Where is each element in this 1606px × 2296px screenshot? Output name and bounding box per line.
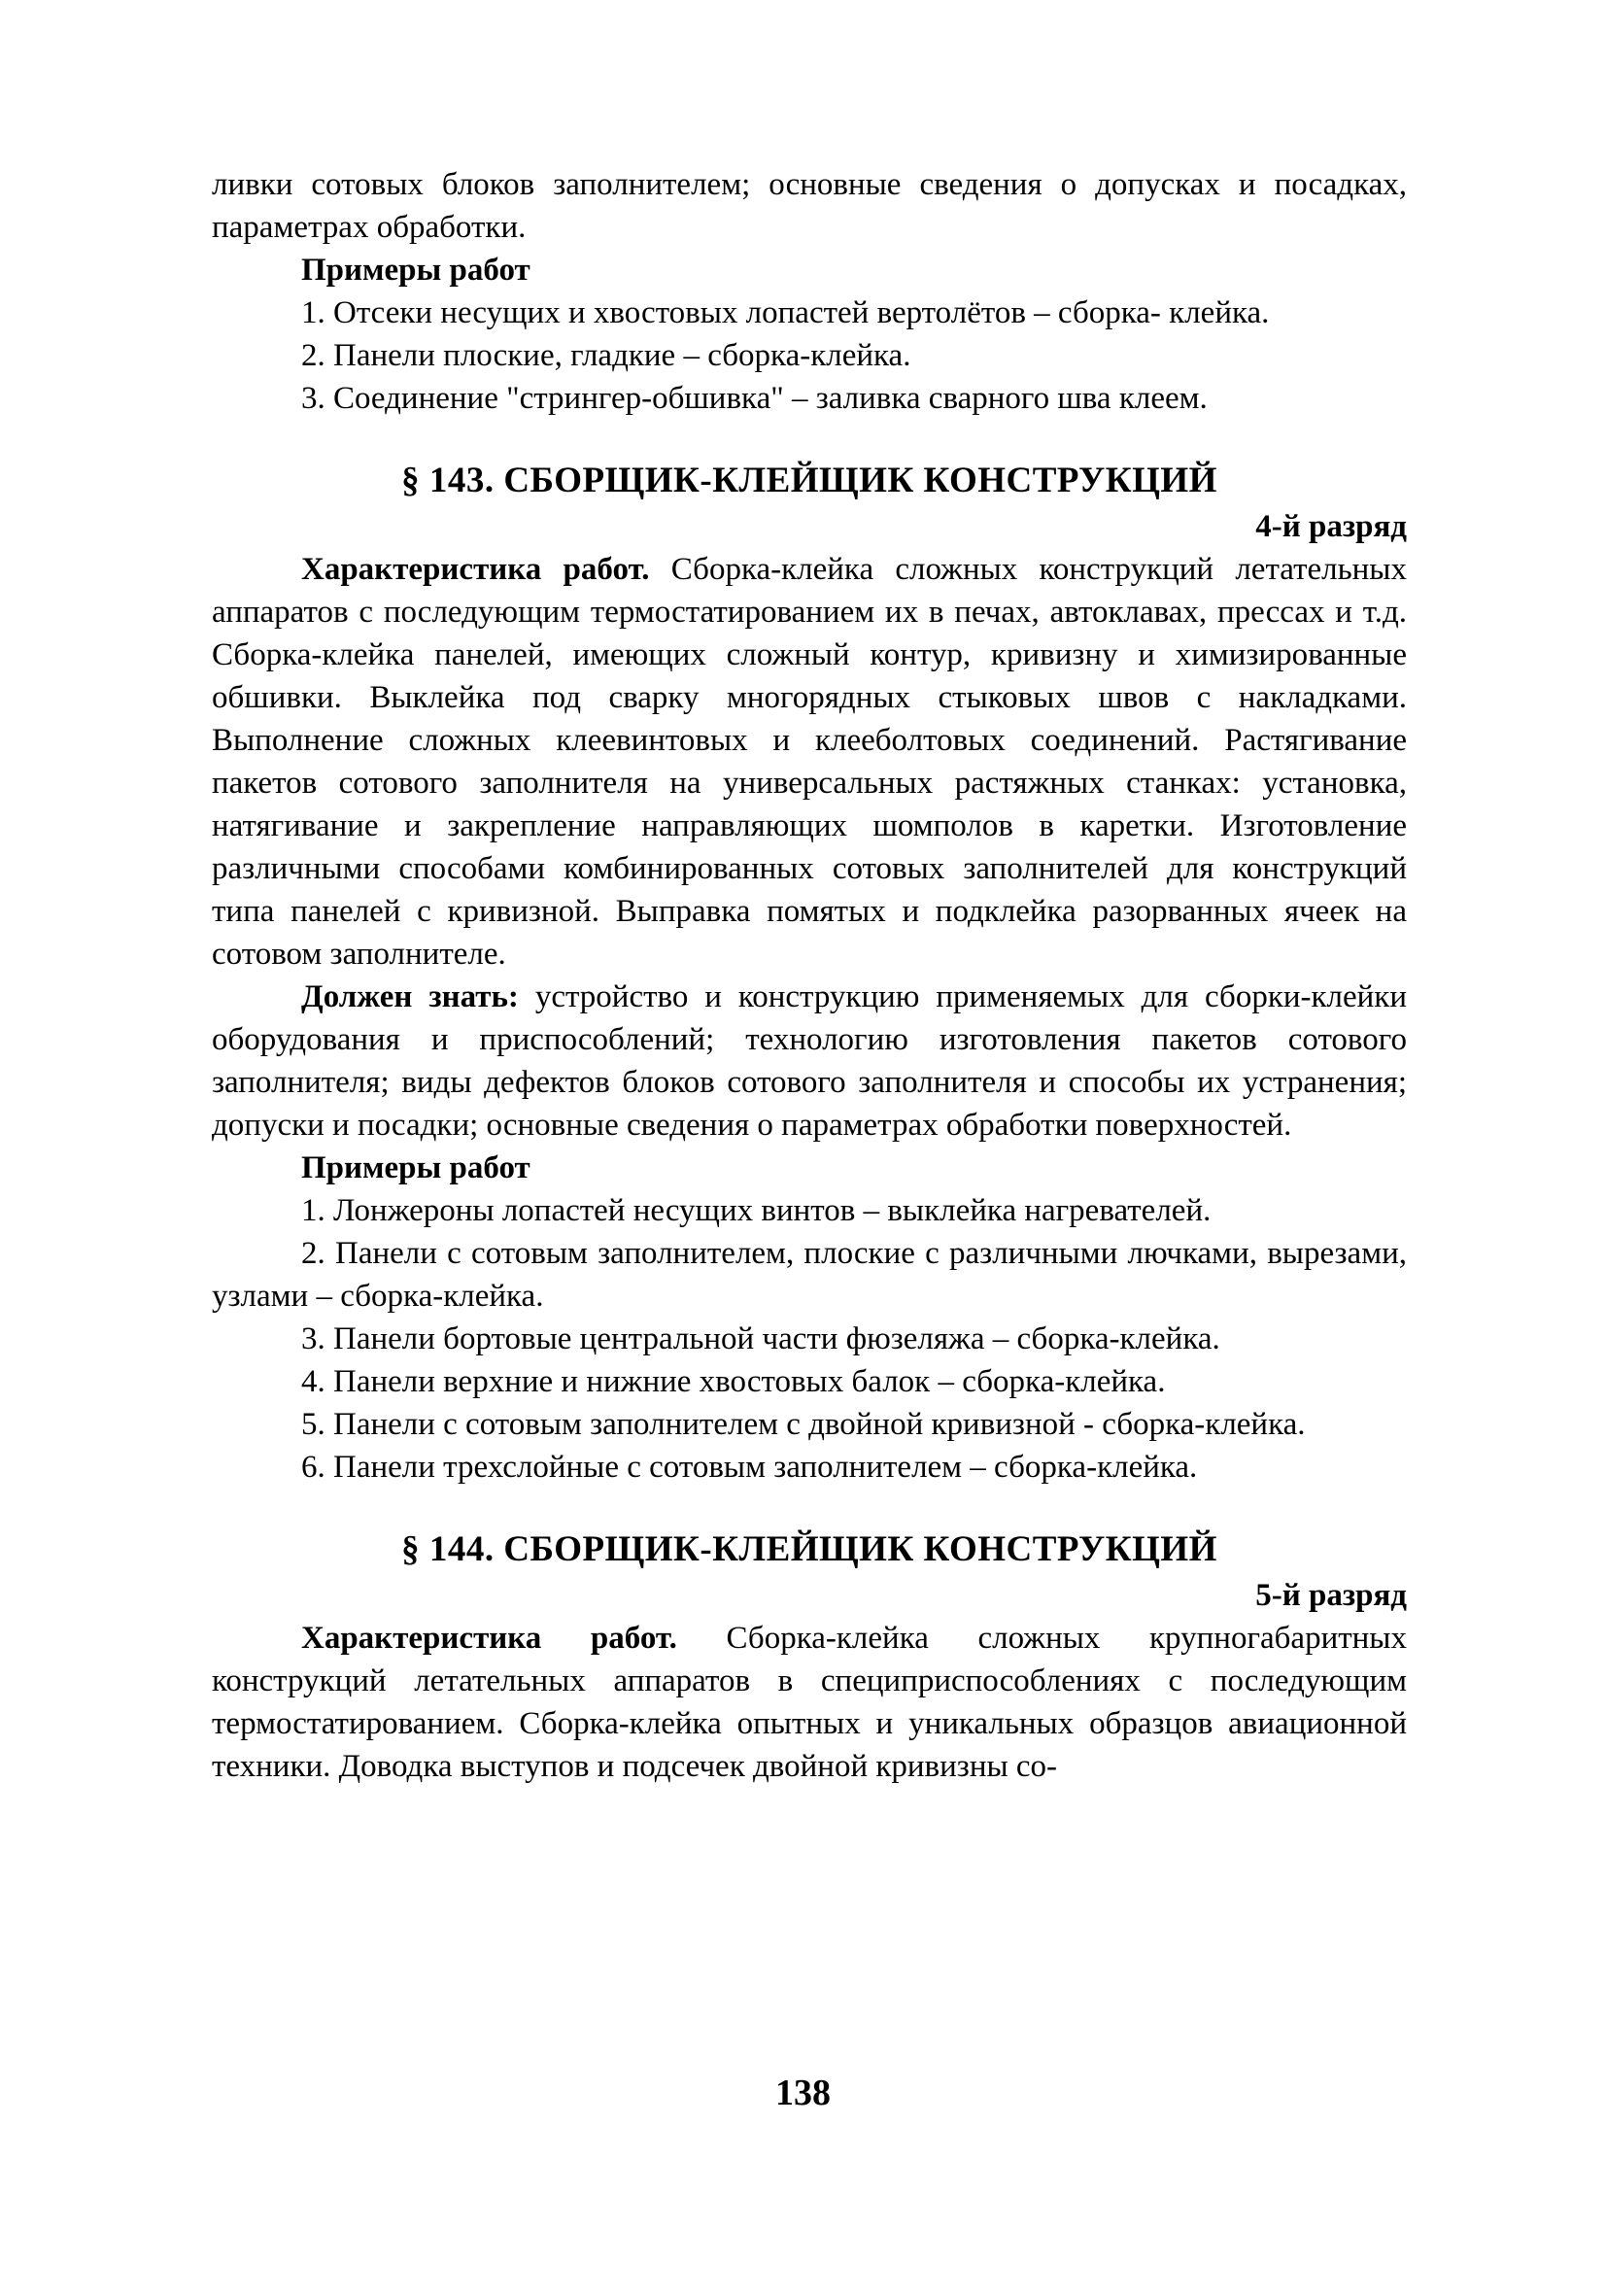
example-item: 2. Панели плоские, гладкие – сборка-клейка. <box>301 338 911 373</box>
characteristics-text: Сборка-клейка сложных крупногабаритных конструкций летательных аппаратов в специприспособлениях с последующим термостатированием. Сборка-клейка опытных и уникальных образцов авиационной техники. Доводка выступов и подсечек двойной кривизны со- <box>212 1621 1407 1784</box>
example-item: 2. Панели с сотовым заполнителем, плоские с различными лючками, вырезами, узлами – сборка-клейка. <box>212 1236 1407 1314</box>
example-item: 6. Панели трехслойные с сотовым заполнителем – сборка-клейка. <box>301 1450 1198 1485</box>
characteristics-label: Характеристика работ. <box>301 552 650 587</box>
example-item: 3. Соединение "стрингер-обшивка" – заливка сварного шва клеем. <box>301 381 1208 416</box>
section-title: § 144. СБОРЩИК-КЛЕЙЩИК КОНСТРУКЦИЙ <box>401 1529 1217 1569</box>
characteristics-paragraph <box>212 1617 1407 1788</box>
rank-label: 5-й разряд <box>1255 1578 1407 1613</box>
continued-paragraph: ливки сотовых блоков заполнителем; основные сведения о допусках и посадках, параметрах обработки. <box>212 167 1407 245</box>
characteristics-label: Характеристика работ. <box>301 1621 677 1656</box>
section-title: § 143. СБОРЩИК-КЛЕЙЩИК КОНСТРУКЦИЙ <box>401 461 1217 500</box>
example-item: 3. Панели бортовые центральной части фюзеляжа – сборка-клейка. <box>301 1321 1220 1356</box>
example-item: 4. Панели верхние и нижние хвостовых балок – сборка-клейка. <box>301 1364 1166 1399</box>
example-item: 1. Лонжероны лопастей несущих винтов – выклейка нагревателей. <box>301 1193 1212 1228</box>
knowledge-label: Должен знать: <box>301 979 519 1014</box>
example-item: 1. Отсеки несущих и хвостовых лопастей вертолётов – сборка- клейка. <box>301 295 1270 330</box>
page-number: 138 <box>775 2073 831 2113</box>
example-item: 5. Панели с сотовым заполнителем с двойной кривизной - сборка-клейка. <box>301 1407 1306 1442</box>
characteristics-paragraph <box>212 548 1407 976</box>
text-column <box>212 163 1407 1788</box>
examples-heading: Примеры работ <box>301 1150 530 1185</box>
characteristics-text: Сборка-клейка сложных конструкций летательных аппаратов с последующим термостатированием их в печах, автоклавах, прессах и т.д. Сборка-клейка панелей, имеющих сложный контур, кривизну и химизированные обшивки. Выклейка под сварку многорядных стыковых швов с накладками. Выполнение сложных клеевинтовых и клееболтовых соединений. Растягивание пакетов сотового заполнителя на универсальных растяжных станках: установка, натягивание и закрепление направляющих шомполов в каретки. Изготовление различными способами комбинированных сотовых заполнителей для конструкций типа панелей с кривизной. Выправка помятых и подклейка разорванных ячеек на сотовом заполнителе. <box>212 552 1407 972</box>
knowledge-text: устройство и конструкцию применяемых для сборки-клейки оборудования и приспособлений; технологию изготовления пакетов сотового заполнителя; виды дефектов блоков сотового заполнителя и способы их устранения; допуски и посадки; основные сведения о параметрах обработки поверхностей. <box>212 979 1407 1143</box>
examples-heading: Примеры работ <box>301 253 530 288</box>
knowledge-paragraph <box>212 976 1407 1147</box>
rank-label: 4-й разряд <box>1255 509 1407 544</box>
